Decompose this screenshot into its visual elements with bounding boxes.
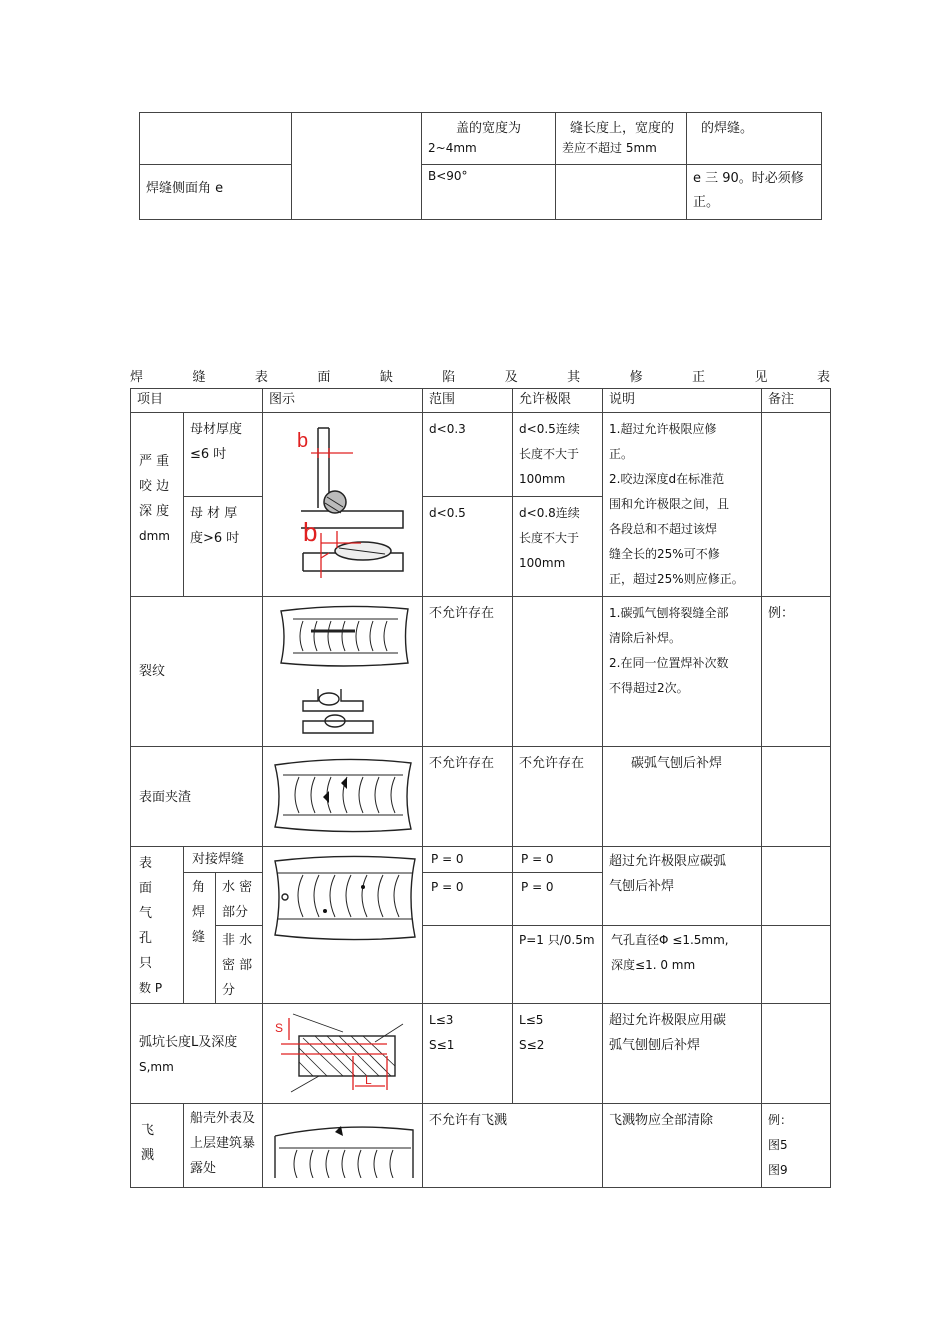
- undercut-range1: d<0.3: [423, 413, 513, 497]
- undercut-thick: 母 材 厚 度>6 吋: [184, 497, 263, 597]
- pores-r1-limit: P = 0: [513, 847, 603, 873]
- header-note: 说明: [603, 389, 762, 413]
- fig-label-b1: b: [297, 430, 309, 452]
- pores-fillet: 角 焊 缝: [184, 873, 216, 1004]
- crater-range: L≤3 S≤1: [423, 1004, 513, 1104]
- title-char: 表: [254, 370, 268, 385]
- spatter-remark: 例： 图5 图9: [762, 1104, 831, 1188]
- pores-remark2: [762, 926, 831, 1004]
- top-r1-c3-a: 盖的宽度为: [456, 121, 522, 136]
- title-char: 缺: [379, 370, 393, 385]
- fig-label-b2: b: [303, 517, 318, 547]
- top-c2: [292, 113, 422, 220]
- pores-note2: 气孔直径Φ ≤1.5mm, 深度≤1. 0 mm: [603, 926, 762, 1004]
- crack-diagram: [263, 597, 421, 745]
- header-item: 项目: [131, 389, 263, 413]
- crack-range: 不允许存在: [423, 597, 513, 747]
- pores-figure: [263, 847, 423, 1004]
- crack-note: 1.碳弧气刨将裂缝全部 清除后补焊。 2.在同一位置焊补次数 不得超过2次。: [603, 597, 762, 747]
- title-char: 陷: [442, 370, 456, 385]
- crater-label: 弧坑长度L及深度 S,mm: [131, 1004, 263, 1104]
- top-r1-c5: 的焊缝。: [687, 113, 822, 165]
- undercut-remark: [762, 413, 831, 597]
- pores-r3-range: [423, 926, 513, 1004]
- spatter-range: 不允许有飞溅: [423, 1104, 603, 1188]
- spatter-label: 飞 溅: [131, 1104, 184, 1188]
- crater-remark: [762, 1004, 831, 1104]
- slag-label: 表面夹渣: [131, 747, 263, 847]
- header-range: 范围: [423, 389, 513, 413]
- spatter-note: 飞溅物应全部清除: [603, 1104, 762, 1188]
- slag-limit: 不允许存在: [513, 747, 603, 847]
- spatter-figure: [263, 1104, 423, 1188]
- undercut-thin: 母材厚度 ≤6 吋: [184, 413, 263, 497]
- crater-diagram: [263, 1004, 421, 1102]
- crater-fig-s: S: [275, 1021, 284, 1035]
- top-table: [139, 112, 822, 220]
- undercut-figure: [263, 413, 423, 597]
- header-remark: 备注: [762, 389, 831, 413]
- header-figure: 图示: [263, 389, 423, 413]
- pores-label: 表 面 气 孔 只 数 P: [131, 847, 184, 1004]
- slag-diagram: [263, 747, 421, 845]
- crack-remark: 例：: [762, 597, 831, 747]
- top-r1-c4-a: 缝长度上，宽度的: [570, 121, 675, 136]
- title-char: 及: [504, 370, 518, 385]
- slag-note: 碳弧气刨后补焊: [603, 747, 762, 847]
- top-r2-c5-a: e 三 90。时必须修: [693, 171, 804, 186]
- top-r2-c5-b: 正。: [693, 195, 720, 210]
- title-char: 表: [816, 370, 830, 385]
- undercut-note: 1.超过允许极限应修 正。 2.咬边深度d在标准范 围和允许极限之间，且 各段总和不超过该焊 缝全长的25%可不修 正，超过25%则应修正。: [603, 413, 762, 597]
- undercut-limit1: d<0.5连续 长度不大于 100mm: [513, 413, 603, 497]
- undercut-diagram: [263, 413, 421, 583]
- slag-figure: [263, 747, 423, 847]
- undercut-limit2: d<0.8连续 长度不大于 100mm: [513, 497, 603, 597]
- top-r2-c1: 焊缝侧面角 e: [140, 165, 292, 220]
- top-r1-c4-b: 差应不超过 5mm: [562, 141, 657, 155]
- title-char: 见: [754, 370, 768, 385]
- pores-watertight: 水 密 部分: [216, 873, 263, 926]
- pores-remark: [762, 847, 831, 926]
- top-r2-c5: [687, 165, 822, 220]
- top-r2-c4: [556, 165, 687, 220]
- crack-limit: [513, 597, 603, 747]
- pores-r1-range: P = 0: [423, 847, 513, 873]
- pores-r3-limit: P=1 只/0.5m: [513, 926, 603, 1004]
- top-r1-c3-b: 2~4mm: [428, 141, 477, 155]
- crater-note: 超过允许极限应用碳 弧气刨刨后补焊: [603, 1004, 762, 1104]
- pores-nonwatertight: 非 水 密 部 分: [216, 926, 263, 1004]
- header-limit: 允许极限: [513, 389, 603, 413]
- title-char: 其: [567, 370, 581, 385]
- spatter-diagram: [263, 1104, 421, 1178]
- title-char: 修: [629, 370, 643, 385]
- spatter-sub: 船壳外表及 上层建筑暴 露处: [184, 1104, 263, 1188]
- undercut-range2: d<0.5: [423, 497, 513, 597]
- crack-figure: [263, 597, 423, 747]
- crater-figure: [263, 1004, 423, 1104]
- section-title: [130, 366, 830, 385]
- pores-note1: 超过允许极限应碳弧 气刨后补焊: [603, 847, 762, 926]
- defects-table: [130, 388, 831, 1188]
- crater-fig-l: L: [365, 1073, 372, 1087]
- pores-r2-range: P = 0: [423, 873, 513, 926]
- pores-diagram: [263, 847, 421, 997]
- top-r1-c4: [556, 113, 687, 165]
- top-r1-c1: [140, 113, 292, 165]
- title-char: 缝: [192, 370, 206, 385]
- crater-limit: L≤5 S≤2: [513, 1004, 603, 1104]
- slag-range: 不允许存在: [423, 747, 513, 847]
- slag-remark: [762, 747, 831, 847]
- top-r1-c3: [422, 113, 556, 165]
- title-char: 焊: [130, 370, 144, 385]
- pores-r2-limit: P = 0: [513, 873, 603, 926]
- title-char: 面: [317, 370, 331, 385]
- undercut-label: 严 重 咬 边 深 度 dmm: [131, 413, 184, 597]
- top-r2-c3: B<90°: [422, 165, 556, 220]
- title-char: 正: [692, 370, 706, 385]
- pores-butt: 对接焊缝: [184, 847, 263, 873]
- crack-label: 裂纹: [131, 597, 263, 747]
